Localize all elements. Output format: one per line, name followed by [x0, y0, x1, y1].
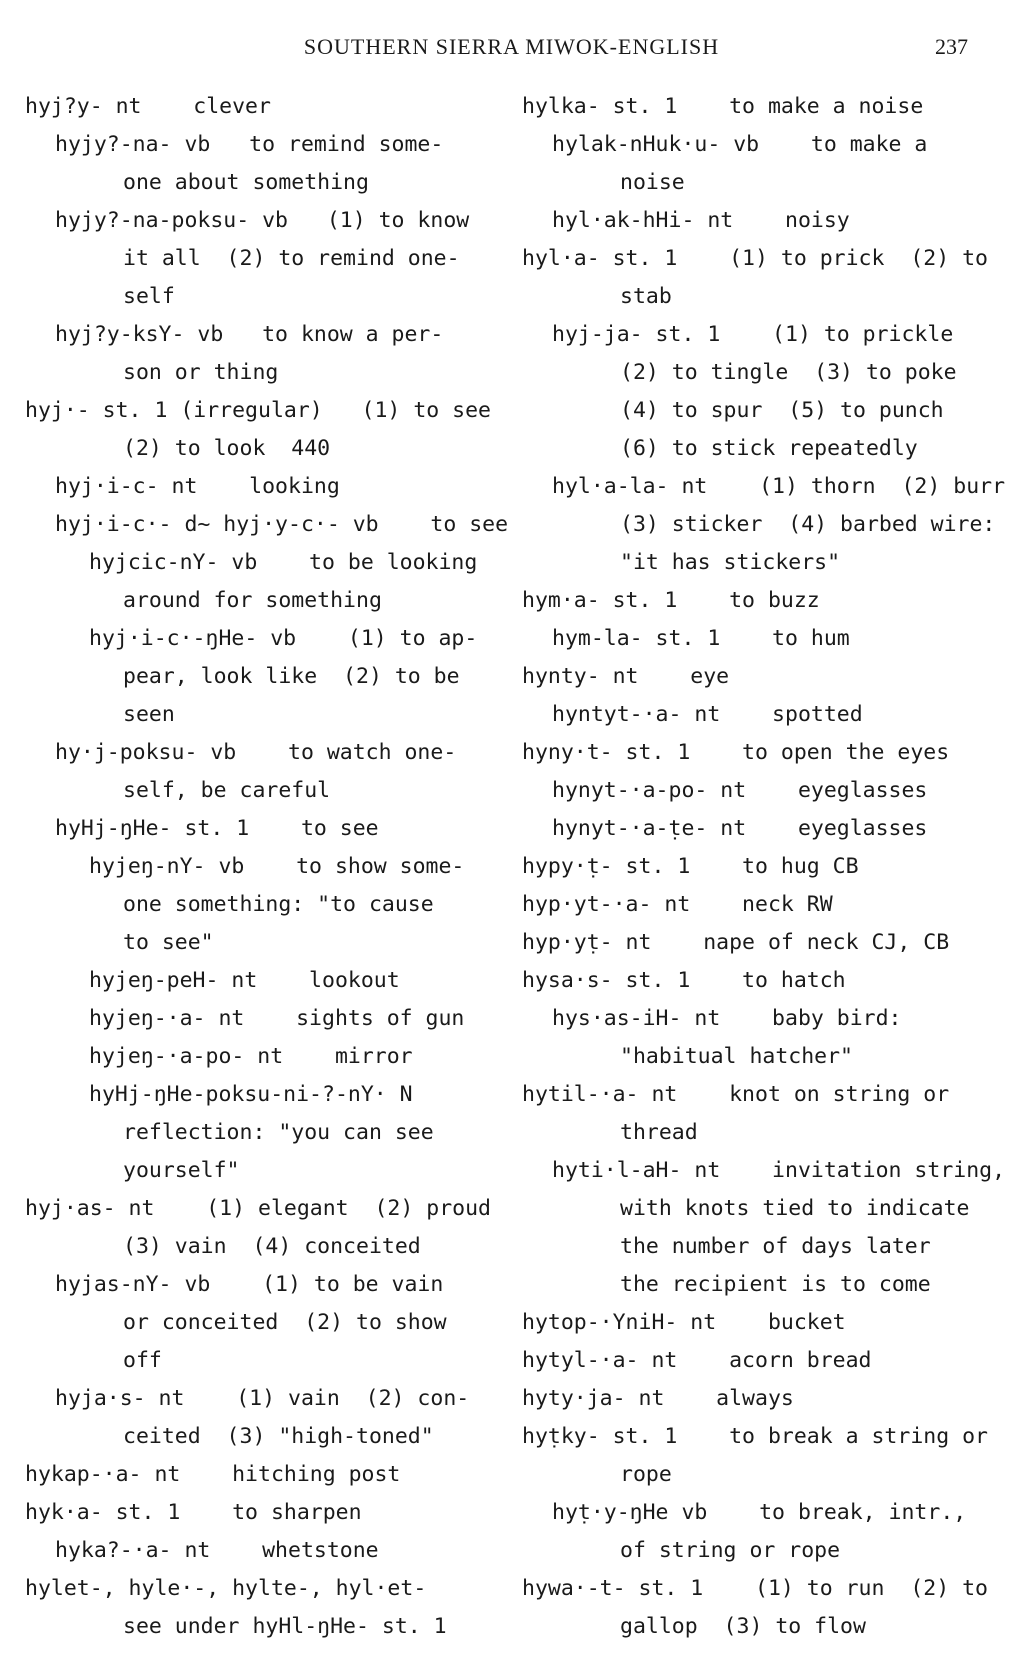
right-column [522, 88, 1006, 1646]
entry-headword-line: hyny·t- st. 1 to open the eyes [522, 740, 950, 765]
page-number: 237 [935, 34, 968, 59]
entry-subentry-line: hylak-nHuk·u- vb to make a [552, 132, 928, 157]
entry-subentry-line: hy·j-poksu- vb to watch one- [55, 740, 457, 765]
entry-subentry-line: hyl·a-la- nt (1) thorn (2) burr [552, 474, 1006, 499]
entry-headword-line: hywa·-t- st. 1 (1) to run (2) to [522, 1576, 988, 1601]
entry-continuation-line: to see" [123, 930, 214, 955]
entry-subentry-line: hyHj-ŋHe-poksu-ni-?-nY· N [89, 1082, 413, 1107]
entry-subentry-line: hyj·i-c·- d~ hyj·y-c·- vb to see [55, 512, 509, 537]
entry-headword-line: hyl·a- st. 1 (1) to prick (2) to [522, 246, 988, 271]
entry-continuation-line: "it has stickers" [620, 550, 841, 575]
entry-subentry-line: hyjas-nY- vb (1) to be vain [55, 1272, 444, 1297]
entry-subentry-line: hyntyt-·a- nt spotted [552, 702, 863, 727]
entry-subentry-line: hyka?-·a- nt whetstone [55, 1538, 379, 1563]
entry-continuation-line: self, be careful [123, 778, 331, 803]
entry-continuation-line: ceited (3) "high-toned" [123, 1424, 434, 1449]
entry-continuation-line: the number of days later [620, 1234, 931, 1259]
entry-subentry-line: hyjeŋ-·a-po- nt mirror [89, 1044, 413, 1069]
entry-continuation-line: gallop (3) to flow [620, 1614, 866, 1639]
entry-continuation-line: (2) to tingle (3) to poke [620, 360, 957, 385]
entry-headword-line: hytyl-·a- nt acorn bread [522, 1348, 872, 1373]
entry-headword-line: hyk·a- st. 1 to sharpen [25, 1500, 362, 1525]
entry-continuation-line: with knots tied to indicate [620, 1196, 970, 1221]
entry-headword-line: hyṭky- st. 1 to break a string or [522, 1424, 988, 1449]
entry-headword-line: hyj?y- nt clever [25, 94, 271, 119]
entry-subentry-line: hyj·i-c- nt looking [55, 474, 340, 499]
entry-subentry-line: hyjcic-nY- vb to be looking [89, 550, 478, 575]
entry-subentry-line: hyjy?-na-poksu- vb (1) to know [55, 208, 470, 233]
entry-subentry-line: hym-la- st. 1 to hum [552, 626, 850, 651]
entry-headword-line: hyj·as- nt (1) elegant (2) proud [25, 1196, 491, 1221]
entry-continuation-line: around for something [123, 588, 382, 613]
entry-headword-line: hyj·- st. 1 (irregular) (1) to see [25, 398, 491, 423]
entry-headword-line: hytil-·a- nt knot on string or [522, 1082, 950, 1107]
entry-headword-line: hysa·s- st. 1 to hatch [522, 968, 846, 993]
entry-headword-line: hylet-, hyle·-, hylte-, hyl·et- [25, 1576, 427, 1601]
entry-subentry-line: hyja·s- nt (1) vain (2) con- [55, 1386, 470, 1411]
entry-continuation-line: pear, look like (2) to be [123, 664, 460, 689]
entry-continuation-line: (2) to look 440 [123, 436, 331, 461]
entry-continuation-line: it all (2) to remind one- [123, 246, 460, 271]
entry-continuation-line: (3) vain (4) conceited [123, 1234, 421, 1259]
entry-subentry-line: hyl·ak-hHi- nt noisy [552, 208, 850, 233]
entry-headword-line: hykap-·a- nt hitching post [25, 1462, 401, 1487]
entry-subentry-line: hyjy?-na- vb to remind some- [55, 132, 444, 157]
entry-continuation-line: one about something [123, 170, 369, 195]
entry-continuation-line: stab [620, 284, 672, 309]
entry-subentry-line: hyj?y-ksY- vb to know a per- [55, 322, 444, 347]
entry-continuation-line: off [123, 1348, 162, 1373]
entry-subentry-line: hyti·l-aH- nt invitation string, [552, 1158, 1006, 1183]
entry-subentry-line: hyṭ·y-ŋHe vb to break, intr., [552, 1500, 967, 1525]
left-column [25, 88, 509, 1646]
entry-continuation-line: seen [123, 702, 175, 727]
entry-headword-line: hyp·yṭ- nt nape of neck CJ, CB [522, 930, 950, 955]
entry-subentry-line: hyHj-ŋHe- st. 1 to see [55, 816, 379, 841]
entry-continuation-line: reflection: "you can see [123, 1120, 434, 1145]
entry-headword-line: hylka- st. 1 to make a noise [522, 94, 924, 119]
running-title: SOUTHERN SIERRA MIWOK-ENGLISH [303, 34, 720, 59]
entry-continuation-line: (6) to stick repeatedly [620, 436, 918, 461]
entry-subentry-line: hyjeŋ-nY- vb to show some- [89, 854, 465, 879]
entry-continuation-line: the recipient is to come [620, 1272, 931, 1297]
entry-headword-line: hynty- nt eye [522, 664, 730, 689]
entry-continuation-line: thread [620, 1120, 698, 1145]
entry-subentry-line: hyjeŋ-·a- nt sights of gun [89, 1006, 465, 1031]
entry-headword-line: hypy·ṭ- st. 1 to hug CB [522, 854, 859, 879]
entry-continuation-line: one something: "to cause [123, 892, 434, 917]
entry-subentry-line: hyjeŋ-peH- nt lookout [89, 968, 400, 993]
entry-headword-line: hyp·yt-·a- nt neck RW [522, 892, 833, 917]
entry-headword-line: hyty·ja- nt always [522, 1386, 794, 1411]
entry-subentry-line: hyj·i-c·-ŋHe- vb (1) to ap- [89, 626, 478, 651]
entry-continuation-line: or conceited (2) to show [123, 1310, 447, 1335]
entry-continuation-line: yourself" [123, 1158, 240, 1183]
entry-headword-line: hym·a- st. 1 to buzz [522, 588, 820, 613]
entry-subentry-line: hynyt-·a-ṭe- nt eyeglasses [552, 816, 928, 841]
entry-continuation-line: see under hyHl-ŋHe- st. 1 [123, 1614, 447, 1639]
entry-continuation-line: "habitual hatcher" [620, 1044, 853, 1069]
entry-continuation-line: (3) sticker (4) barbed wire: [620, 512, 996, 537]
entry-subentry-line: hynyt-·a-po- nt eyeglasses [552, 778, 928, 803]
entry-continuation-line: of string or rope [620, 1538, 841, 1563]
entry-subentry-line: hys·as-iH- nt baby bird: [552, 1006, 902, 1031]
entry-headword-line: hytop-·YniH- nt bucket [522, 1310, 846, 1335]
entry-continuation-line: (4) to spur (5) to punch [620, 398, 944, 423]
page-header [0, 28, 1023, 68]
entry-continuation-line: noise [620, 170, 685, 195]
entry-continuation-line: rope [620, 1462, 672, 1487]
entry-continuation-line: self [123, 284, 175, 309]
entry-continuation-line: son or thing [123, 360, 279, 385]
entry-subentry-line: hyj-ja- st. 1 (1) to prickle [552, 322, 954, 347]
